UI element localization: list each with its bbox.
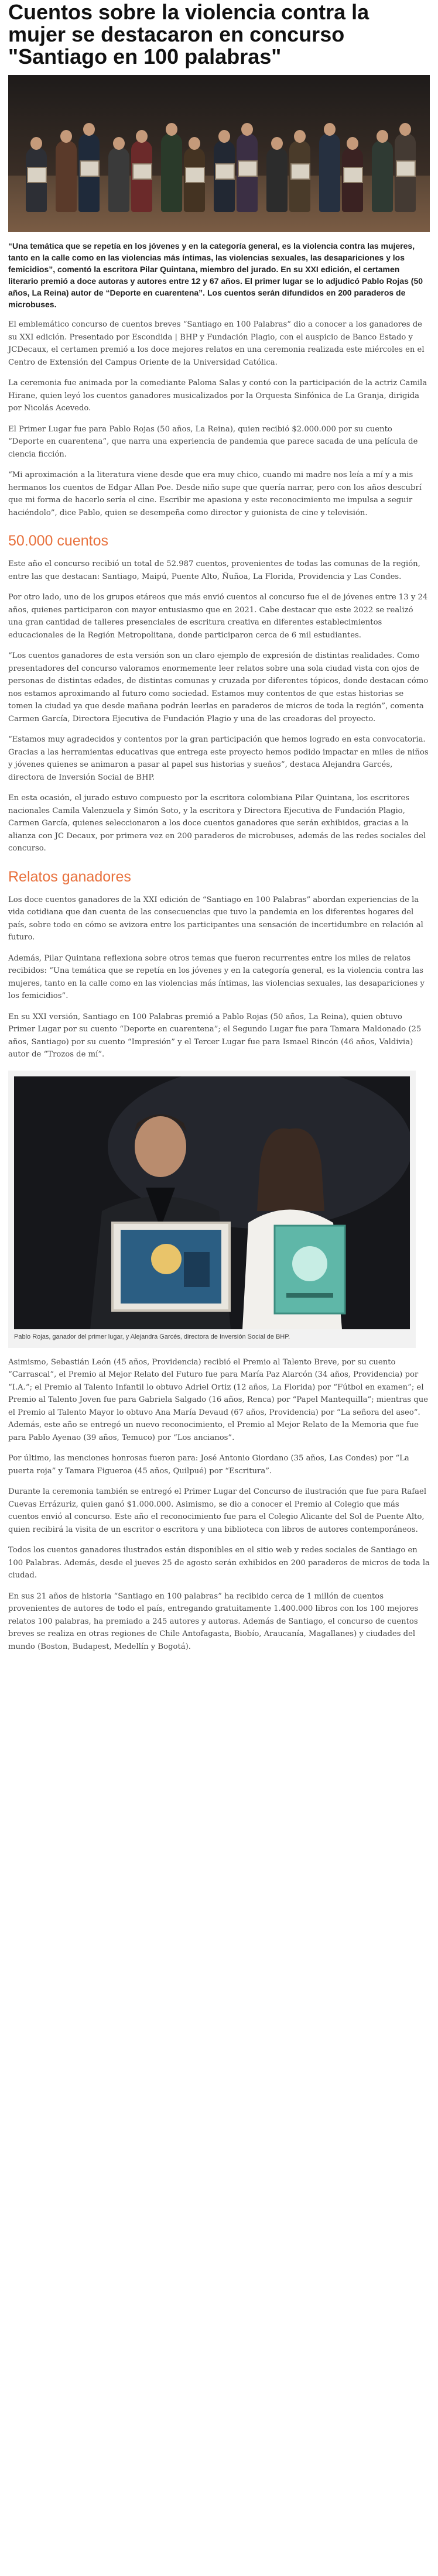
figure-caption: Pablo Rojas, ganador del primer lugar, y Alejandra Garcés, directora de Inversión Social de BHP. bbox=[14, 1333, 290, 1340]
paragraph: La ceremonia fue animada por la comediante Paloma Salas y contó con la participación de la actriz Camila Hirane, quien leyó los cuentos ganadores musicalizados por la Orquesta Sinfónica de La Granja, dirigida por Nicolás Acevedo. bbox=[8, 379, 427, 413]
paragraph: El Primer Lugar fue para Pablo Rojas (50 años, La Reina), quien recibió $2.000.000 por su cuento “Deporte en cuarentena”, que narra una experiencia de pandemia que parece sacada de una película de ciencia ficción. bbox=[8, 424, 418, 459]
photo-award-frame bbox=[80, 160, 100, 177]
paragraph: En esta ocasión, el jurado estuvo compuesto por la escritora colombiana Pilar Quintana, los escritores nacionales Camila Valenzuela y Simón Soto, y la escritora y Directora Ejecutiva de Fundación Plagio, Carmen García, quienes seleccionaron a los doce cuentos ganadores que serán exhibidos, gracias a la alianza con JC Decaux, por primera vez en 200 paraderos de microbuses, además de las redes sociales del concurso. bbox=[8, 794, 426, 853]
photo-award-frame bbox=[185, 167, 205, 183]
article-body-part-2 bbox=[8, 558, 430, 855]
paragraph: Durante la ceremonia también se entregó el Primer Lugar del Concurso de ilustración que fue para Rafael Cuevas Errázuriz, quien ganó $1.000.000. Asimismo, se dio a conocer el Premio al Colegio que más cuentos envió al concurso. Este año el reconocimiento fue para el Colegio Alicante del Sol de Puente Alto, quien recibirá la visita de un escritor o escritora y una biblioteca con libros de autores contemporáneos. bbox=[8, 1487, 427, 1534]
paragraph: Todos los cuentos ganadores ilustrados están disponibles en el sitio web y redes sociales de Santiago en 100 Palabras. Además, desde el jueves 25 de agosto serán exhibidos en 200 paraderos de micros de toda la ciudad. bbox=[8, 1546, 430, 1580]
man-head bbox=[135, 1116, 186, 1177]
winners-group-photo bbox=[8, 75, 430, 232]
photo-award-frame bbox=[215, 163, 235, 180]
paragraph: Asimismo, Sebastián León (45 años, Providencia) recibió el Premio al Talento Breve, por su cuento “Carrascal”, el Premio al Mejor Relato del Futuro fue para María Paz Alarcón (34 años, Providencia) por “I.A.”; el Premio al Talento Infantil lo obtuvo Adriel Ortiz (12 años, La Florida) por “Fútbol en examen”; el Premio al Talento Joven fue para Gabriela Salgado (16 años, Renca) por “Papel Mantequilla”; mientras que el Premio al Talento Mayor lo obtuvo Ana María Devaud (67 años, Providencia) por “La señora del aseo”. Además, este año se entregó un nuevo reconocimiento, el Premio al Mejor Relato de la Memoria que fue para Pablo Ayenao (39 años, Temuco) por “Los ancianos”. bbox=[8, 1357, 429, 1442]
photo-person bbox=[108, 148, 129, 212]
photo-award-frame bbox=[396, 160, 416, 177]
photo-award-frame bbox=[132, 163, 152, 180]
award-photo bbox=[14, 1076, 410, 1329]
article-title: Cuentos sobre la violencia contra la mujer se destacaron en concurso "Santiago en 100 palabras" bbox=[8, 0, 369, 68]
paragraph: “Mi aproximación a la literatura viene desde que era muy chico, cuando mi madre nos leía a mí y a mis hermanos los cuentos de Edgar Allan Poe. Desde niño supe que quería narrar, pero con los años descubrí que mi forma de hacerlo sería el cine. Escribir me apasiona y este reconocimiento me impulsa a seguir haciéndolo”, dice Pablo, quien se desempeña como director y guionista de cine y televisión. bbox=[8, 471, 422, 517]
photo-person-head bbox=[324, 123, 336, 136]
section-heading-50000-cuentos: 50.000 cuentos bbox=[8, 533, 108, 549]
paragraph: Este año el concurso recibió un total de 52.987 cuentos, provenientes de todas las comunas de la región, entre las que destacan: Santiago, Maipú, Puente Alto, Ñuñoa, La Florida, Providencia y Las Condes. bbox=[8, 560, 420, 581]
photo-award-frame bbox=[27, 167, 47, 183]
photo-person bbox=[161, 133, 182, 212]
article-body-part-1 bbox=[8, 318, 430, 519]
award-photo-illustration bbox=[14, 1076, 410, 1329]
paragraph: En su XXI versión, Santiago en 100 Palabras premió a Pablo Rojas (50 años, La Reina), quien obtuvo Primer Lugar por su cuento “Deporte en cuarentena”; el Segundo Lugar fue para Tamara Maldonado (25 años, Santiago) por su cuento “Impresión” y el Tercer Lugar fue para Ismael Rincón (46 años, Valdivia) autor de “Trozos de mí”. bbox=[8, 1012, 422, 1059]
photo-person-head bbox=[377, 130, 388, 143]
article-lead: “Una temática que se repetía en los jóvenes y en la categoría general, es la violencia contra las mujeres, tanto en la calle como en las violencias más íntimas, las violencias sexuales, las desapariciones y los femicidios”, comentó la escritora Pilar Quintana, miembro del jurado. En su XXI edición, el certamen literario premió a doce autoras y autores entre 12 y 67 años. El primer lugar se lo adjudicó Pablo Rojas (50 años, La Reina) autor de “Deporte en cuarentena”. Los cuentos serán difundidos en 200 paraderos de microbuses. bbox=[8, 241, 423, 309]
photo-person bbox=[266, 148, 288, 212]
photo-person-head bbox=[136, 130, 148, 143]
photo-person-head bbox=[218, 130, 230, 143]
photo-person bbox=[56, 140, 77, 212]
photo-person-head bbox=[347, 137, 358, 150]
photo-person-head bbox=[83, 123, 95, 136]
photo-person bbox=[372, 140, 393, 212]
photo-person-head bbox=[189, 137, 200, 150]
photo-person-head bbox=[30, 137, 42, 150]
photo-person-head bbox=[271, 137, 283, 150]
photo-person bbox=[319, 133, 340, 212]
award-photo-figure bbox=[8, 1071, 416, 1348]
section-heading-relatos-ganadores: Relatos ganadores bbox=[8, 868, 131, 885]
photo-person-head bbox=[241, 123, 253, 136]
paragraph: Por otro lado, uno de los grupos etáreos que más envió cuentos al concurso fue el de jóvenes entre 13 y 24 años, quienes participaron con mayor entusiasmo que en 2021. Cabe destacar que este 2022 se realizó una gran cantidad de talleres presenciales de escritura creativa en diferentes establecimientos educacionales de la Región Metropolitana, donde participaron cerca de 6 mil estudiantes. bbox=[8, 593, 428, 640]
photo-person-head bbox=[399, 123, 411, 136]
photo-person-head bbox=[113, 137, 125, 150]
article-body-part-4 bbox=[8, 1356, 430, 1654]
paragraph: En sus 21 años de historia “Santiago en 100 palabras” ha recibido cerca de 1 millón de cuentos provenientes de autores de todo el país, entregando gratuitamente 1.400.000 libros con los 100 mejores relatos 100 palabras, ha premiado a 245 autores y autoras. Además de Santiago, el concurso de cuentos breves se realiza en otras regiones de Chile Antofagasta, Biobío, Araucanía, Magallanes) y ciudades del mundo (Boston, Budapest, Medellín y Bogotá). bbox=[8, 1591, 419, 1651]
paragraph: Por último, las menciones honrosas fueron para: José Antonio Giordano (35 años, Las Condes) por “La puerta roja” y Tamara Figueroa (45 años, Quilpué) por “Escritura”. bbox=[8, 1454, 409, 1476]
paragraph: “Los cuentos ganadores de esta versión son un claro ejemplo de expresión de distintas realidades. Como presentadores del concurso valoramos enormemente leer relatos sobre una sola ciudad vista con ojos de personas de distintas edades, de distintas comunas y cruzada por diferentes tópicos, donde destacan cómo nos estamos aproximando al futuro como sociedad. Estamos muy contentos de que estas historias se tomen la ciudad ya que desde mañana podrán leerlas en paraderos de micros de toda la región”, comenta Carmen García, Directora Ejecutiva de Fundación Plagio y una de las creadoras del proyecto. bbox=[8, 651, 429, 723]
paragraph: El emblemático concurso de cuentos breves “Santiago en 100 Palabras” dio a conocer a los ganadores de su XXI edición. Presentado por Escondida | BHP y Fundación Plagio, con el auspicio de Banco Estado y JCDecaux, el certamen premió a los doce mejores relatos en una ceremonia realizada este miércoles en el Centro de Extensión del Campus Oriente de la Universidad Católica. bbox=[8, 320, 425, 367]
photo-award-frame bbox=[343, 167, 363, 183]
article-body-part-3 bbox=[8, 894, 430, 1061]
photo-award-frame bbox=[238, 160, 258, 177]
paragraph: Los doce cuentos ganadores de la XXI edición de “Santiago en 100 Palabras” abordan experiencias de la vida cotidiana que dan cuenta de las consecuencias que tuvo la pandemia en los diferentes hogares del país, sobre todo en cómo se avizora entre los participantes una sensación de incertidumbre en relación al futuro. bbox=[8, 895, 423, 942]
paragraph: “Estamos muy agradecidos y contentos por la gran participación que hemos logrado en esta convocatoria. Gracias a las herramientas educativas que entrega este proyecto hemos podido impactar en miles de niños y jóvenes quienes se animaron a pasar al papel sus historias y sueños”, destaca Alejandra Garcés, directora de Inversión Social de BHP. bbox=[8, 735, 429, 782]
photo-award-frame bbox=[290, 163, 310, 180]
paragraph: Además, Pilar Quintana reflexiona sobre otros temas que fueron recurrentes entre los miles de relatos recibidos: “Una temática que se repetía en los jóvenes y en la categoría general, es la violencia contra las mujeres, tanto en la calle como en las violencias más íntimas, las violencias sexuales, las desapariciones y los femicidios”. bbox=[8, 953, 425, 1000]
photo-person-head bbox=[294, 130, 306, 143]
photo-person-head bbox=[60, 130, 72, 143]
photo-person-head bbox=[166, 123, 177, 136]
